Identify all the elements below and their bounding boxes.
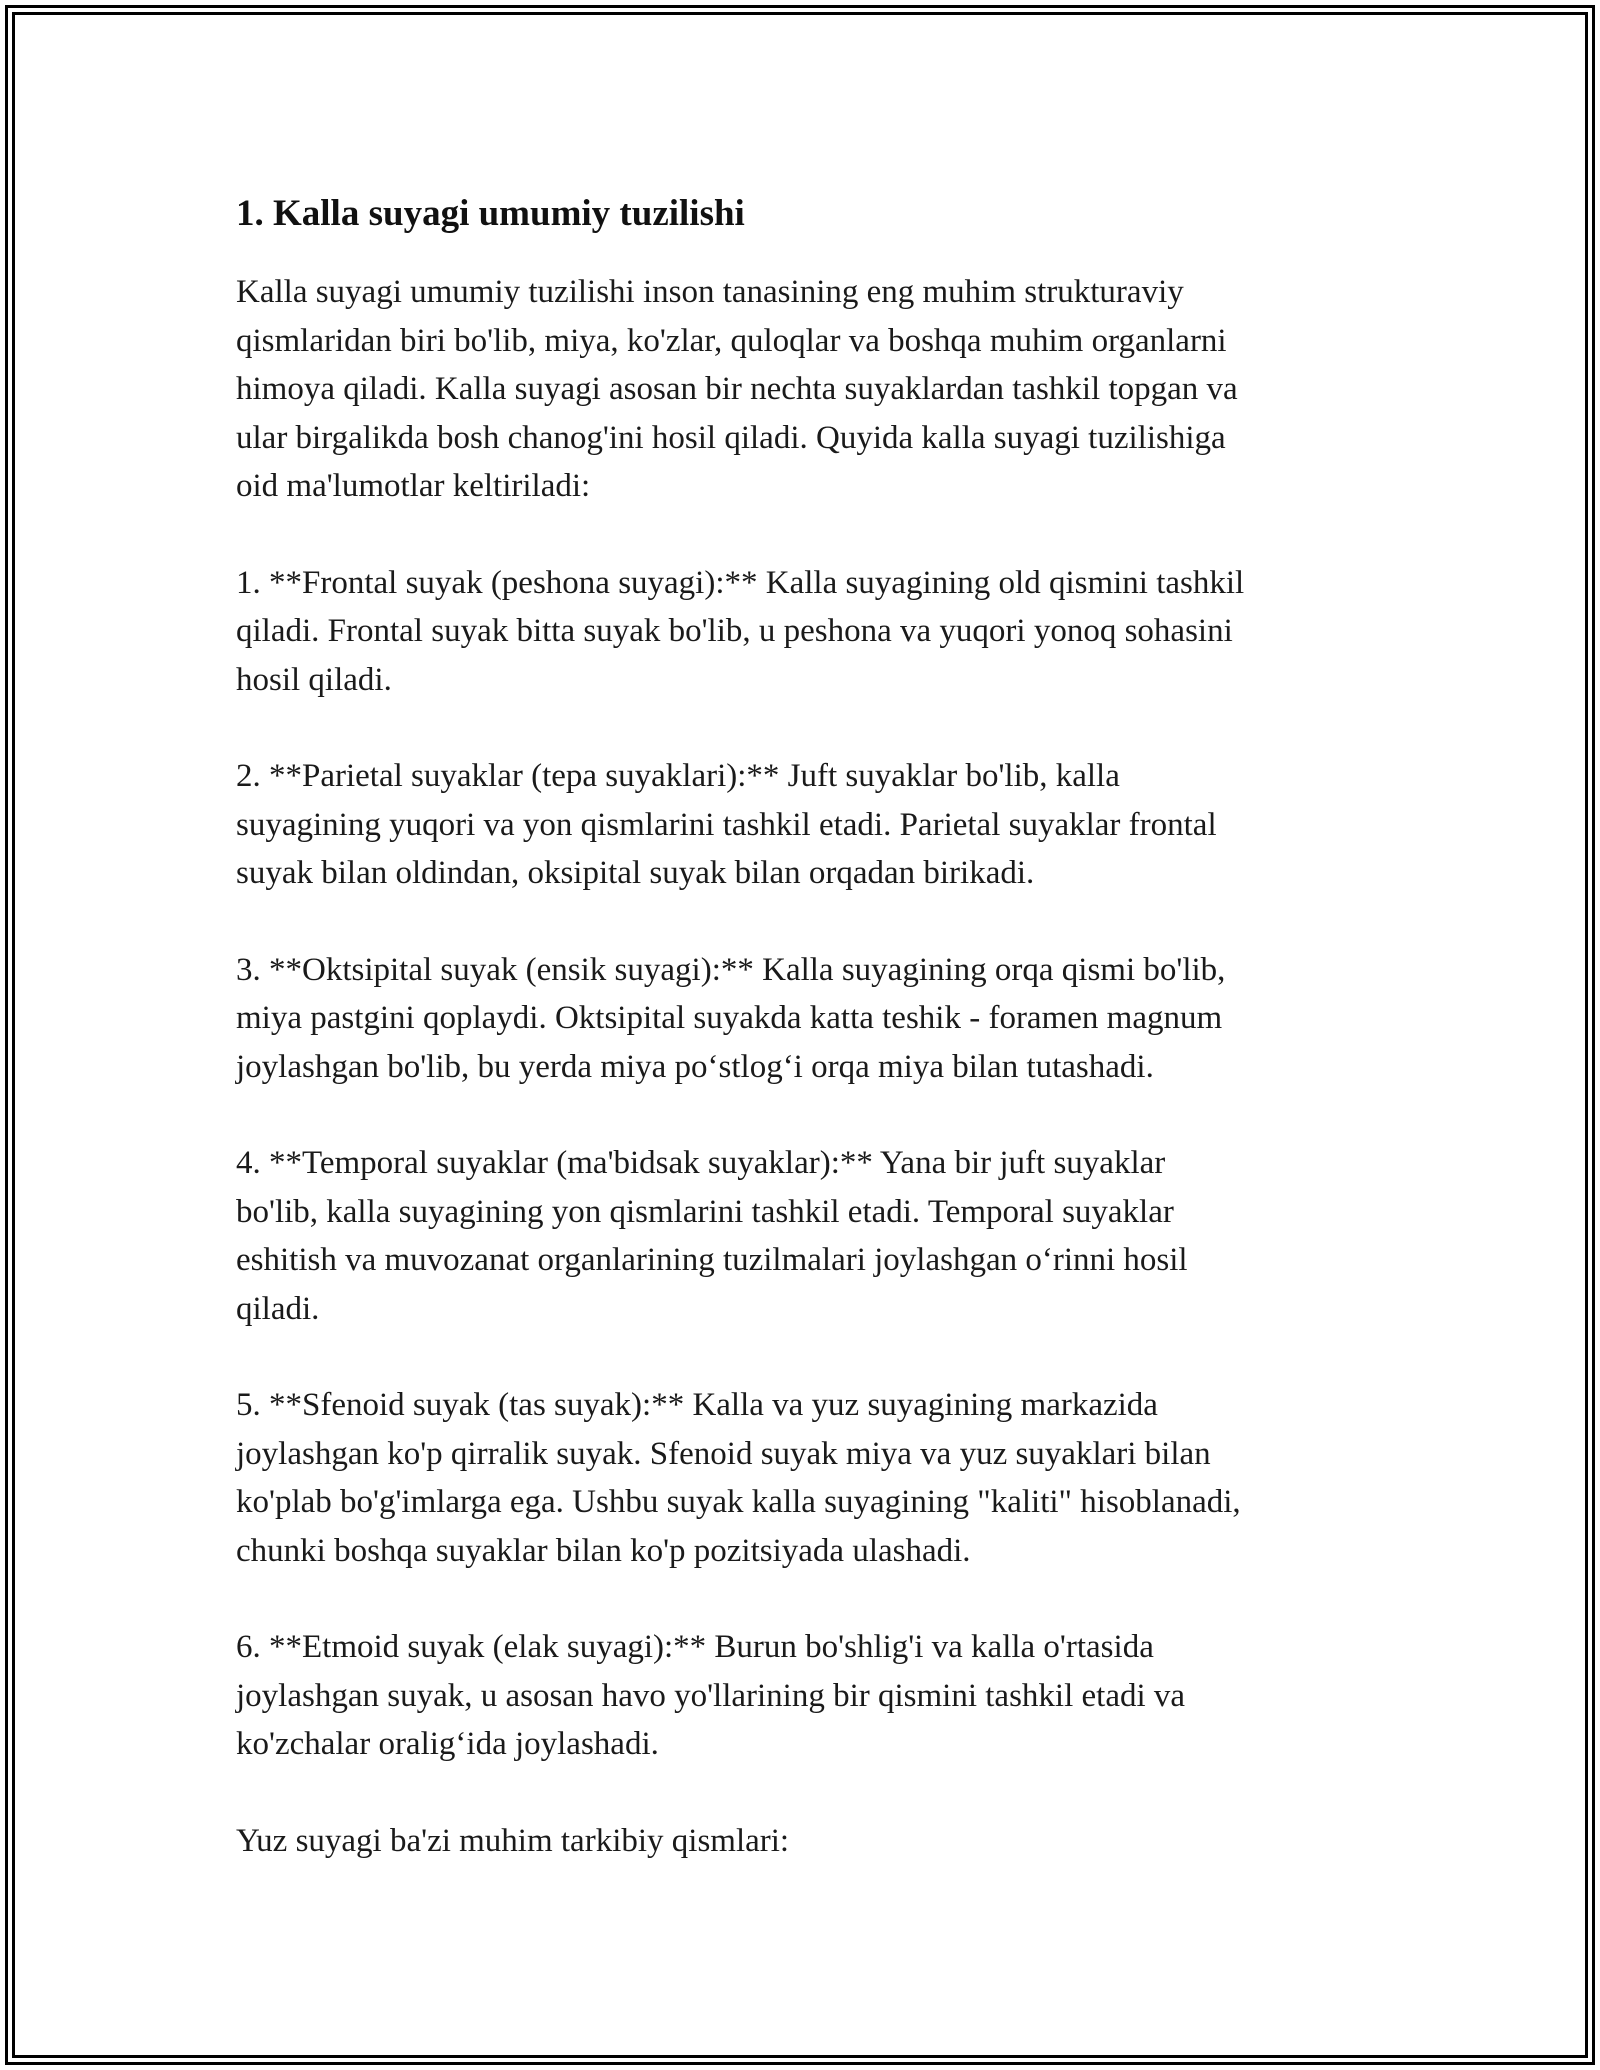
sphenoid-bone-paragraph: 5. **Sfenoid suyak (tas suyak):** Kalla va yuz suyagining markazida joylashgan ko'p qirralik suyak. Sfenoid suyak miya va yuz suyaklari bilan ko'plab bo'g'imlarga ega. Ushbu suyak kalla suyagining "kaliti" hisoblanadi, chunki boshqa suyaklar bilan ko'p pozitsiyada ulashadi. xyxy=(236,1387,1241,1569)
section-heading: 1. Kalla suyagi umumiy tuzilishi xyxy=(236,193,745,234)
occipital-bone-paragraph: 3. **Oktsipital suyak (ensik suyagi):** Kalla suyagining orqa qismi bo'lib, miya pastgini qoplaydi. Oktsipital suyakda katta teshik - foramen magnum joylashgan bo'lib, bu yerda miya po‘stlog‘i orqa miya bilan tutashadi. xyxy=(236,951,1226,1085)
ethmoid-bone-paragraph: 6. **Etmoid suyak (elak suyagi):** Burun bo'shlig'i va kalla o'rtasida joylashgan suyak, u asosan havo yo'llarining bir qismini tashkil etadi va ko'zchalar oralig‘ida joylashadi. xyxy=(236,1629,1186,1762)
intro-paragraph: Kalla suyagi umumiy tuzilishi inson tanasining eng muhim strukturaviy qismlaridan biri bo'lib, miya, ko'zlar, quloqlar va boshqa muhim organlarni himoya qiladi. Kalla suyagi asosan bir nechta suyaklardan tashkil topgan va ular birgalikda bosh chanog'ini hosil qiladi. Quyida kalla suyagi tuzilishiga oid ma'lumotlar keltiriladi: xyxy=(236,274,1238,504)
facial-bones-intro-paragraph: Yuz suyagi ba'zi muhim tarkibiy qismlari: xyxy=(236,1822,790,1859)
parietal-bones-paragraph: 2. **Parietal suyaklar (tepa suyaklari):** Juft suyaklar bo'lib, kalla suyagining yuqori va yon qismlarini tashkil etadi. Parietal suyaklar frontal suyak bilan oldindan, oksipital suyak bilan orqadan birikadi. xyxy=(236,758,1217,891)
temporal-bones-paragraph: 4. **Temporal suyaklar (ma'bidsak suyaklar):** Yana bir juft suyaklar bo'lib, kalla suyagining yon qismlarini tashkil etadi. Temporal suyaklar eshitish va muvozanat organlarining tuzilmalari joylashgan o‘rinni hosil qiladi. xyxy=(236,1145,1188,1327)
frontal-bone-paragraph: 1. **Frontal suyak (peshona suyagi):** Kalla suyagining old qismini tashkil qiladi. Frontal suyak bitta suyak bo'lib, u peshona va yuqori yonoq sohasini hosil qiladi. xyxy=(236,564,1245,698)
document-body xyxy=(236,186,1366,1913)
